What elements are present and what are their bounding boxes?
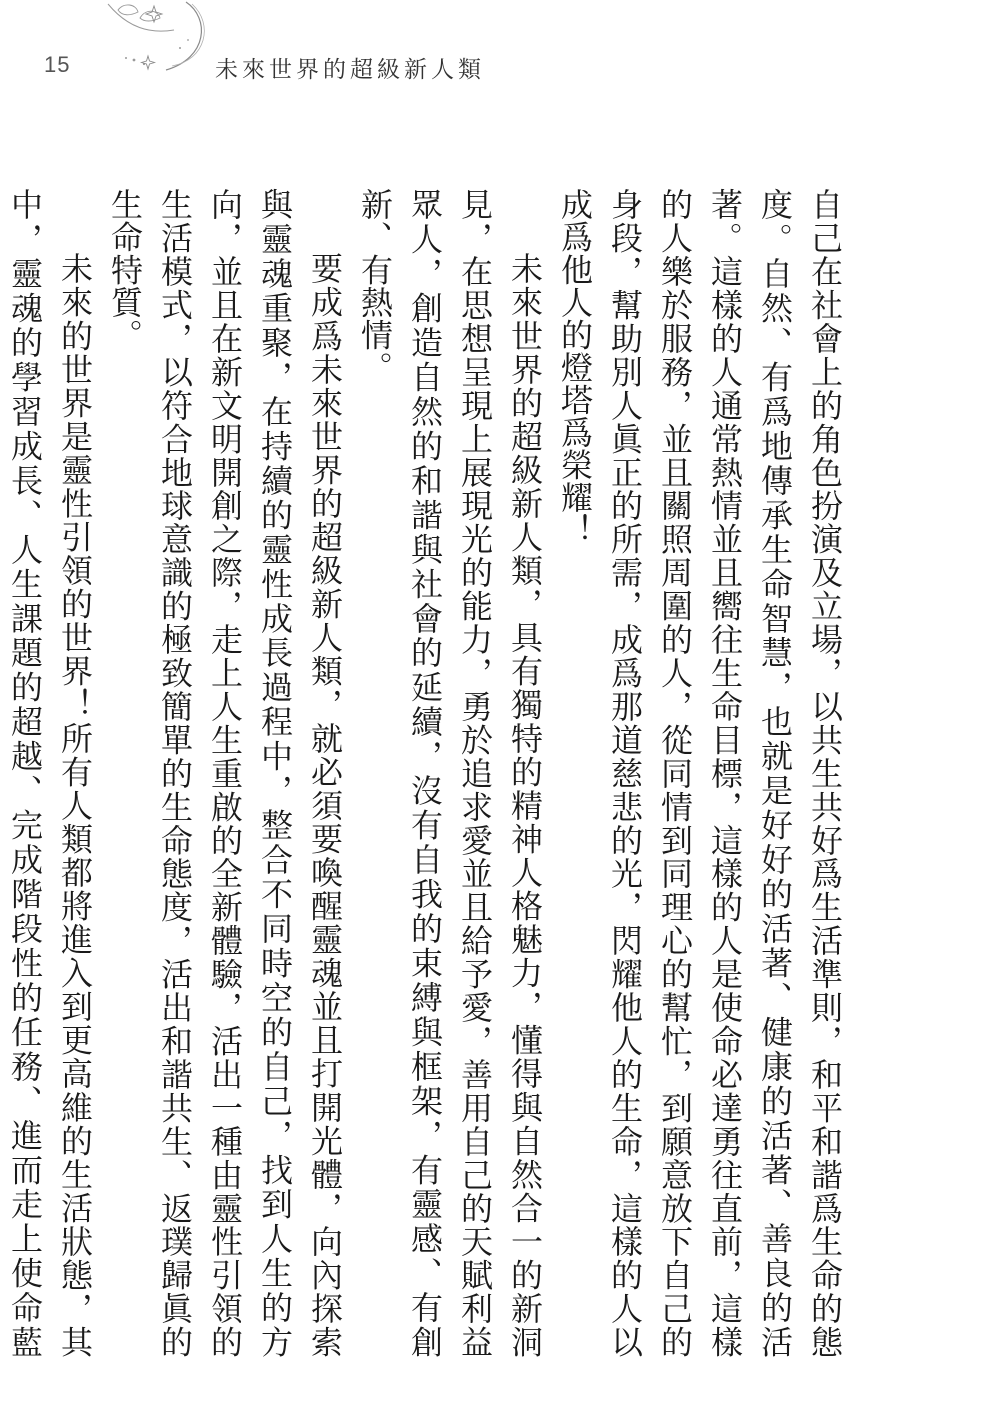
running-title: 未來世界的超級新人類 <box>215 57 485 83</box>
page-header <box>0 0 1000 110</box>
paragraph-1: 自己在社會上的角色扮演及立場，以共生共好爲生活準則，和平和諧爲生命的態度。自然、有爲地傳承生命智慧，也就是好好的活著、健康的活著、善良的活著。這樣的人通常熱情並且嚮往生命目標，這樣的人是使命必達勇往直前，這樣的人樂於服務，並且關照周圍的人，從同情到同理心的幫忙，到願意放下自己的身段，幫助別人眞正的所需，成爲那道慈悲的光，閃耀他人的生命，這樣的人以成爲他人的燈塔爲榮耀！ <box>556 188 844 1358</box>
page-number: 15 <box>44 52 71 77</box>
moon-star-leaf-ornament-icon <box>88 0 218 80</box>
vertical-body-text <box>6 188 850 1358</box>
paragraph-2: 未來世界的超級新人類，具有獨特的精神人格魅力，懂得與自然合一的新洞見，在思想呈現上展現光的能力，勇於追求愛並且給予愛，善用自己的天賦利益眾人，創造自然的和諧與社會的延續，沒有自我的束縛與框架，有靈感、有創新、有熱情。 <box>356 188 544 1358</box>
paragraph-3: 要成爲未來世界的超級新人類，就必須要喚醒靈魂並且打開光體，向內探索與靈魂重聚，在持續的靈性成長過程中，整合不同時空的自己，找到人生的方向，並且在新文明開創之際，走上人生重啟的全新體驗，活出一種由靈性引領的生活模式，以符合地球意識的極致簡單的生命態度，活出和諧共生、返璞歸眞的生命特質。 <box>106 188 344 1358</box>
paragraph-4: 未來的世界是靈性引領的世界！所有人類都將進入到更高維的生活狀態，其中，靈魂的學習成長、人生課題的超越、完成階段性的任務、進而走上使命藍 <box>6 188 94 1358</box>
